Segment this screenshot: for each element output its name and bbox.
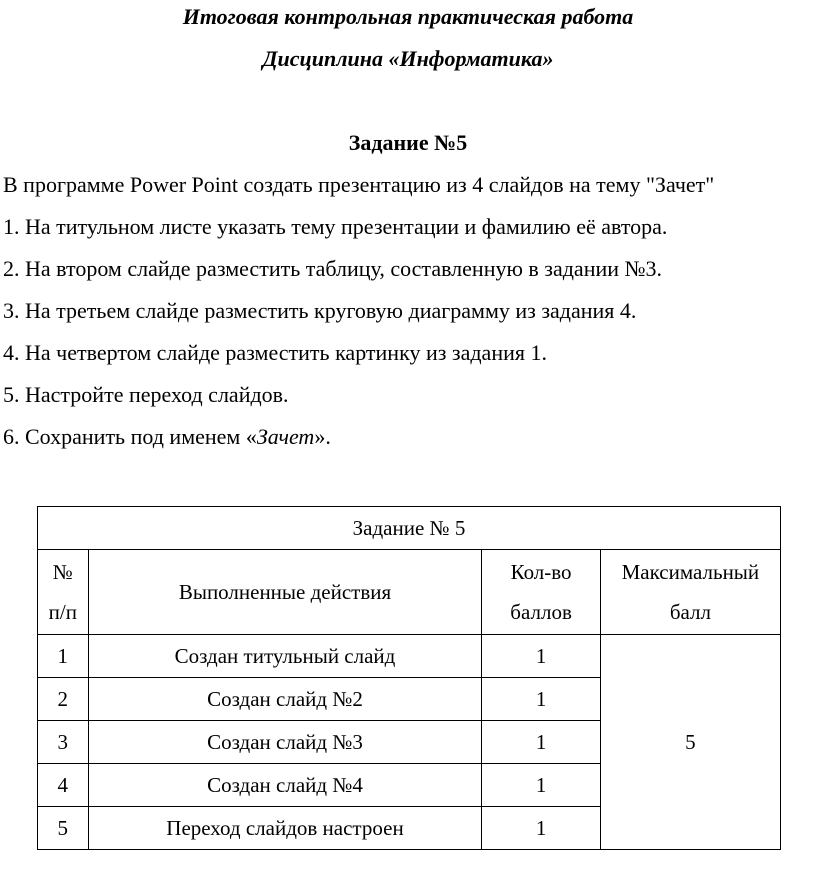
- row-points: 1: [482, 678, 600, 721]
- save-step-suffix: ».: [314, 424, 331, 449]
- header-actions: Выполненные действия: [88, 550, 482, 635]
- save-file-name: Зачет: [256, 424, 315, 449]
- row-number: 5: [38, 807, 89, 850]
- row-points: 1: [482, 635, 600, 678]
- task-step-save: [3, 424, 331, 450]
- header-max-score: [600, 550, 780, 635]
- row-action: Создан слайд №3: [88, 721, 482, 764]
- table-caption-row: [38, 507, 781, 550]
- table-row: [38, 635, 781, 678]
- save-step-prefix: 6. Сохранить под именем «: [3, 424, 257, 449]
- table-caption: Задание № 5: [38, 507, 781, 550]
- row-points: 1: [482, 721, 600, 764]
- task-step: 5. Настройте переход слайдов.: [3, 382, 289, 407]
- task-step: 4. На четвертом слайде разместить картинку из задания 1.: [3, 340, 547, 365]
- header-max-line1: Максимальный: [621, 560, 760, 584]
- header-points: [482, 550, 600, 635]
- header-points-line1: Кол-во: [510, 560, 572, 584]
- row-points: 1: [482, 807, 600, 850]
- row-action: Переход слайдов настроен: [88, 807, 482, 850]
- row-number: 3: [38, 721, 89, 764]
- table-header-row: [38, 550, 781, 635]
- document-heading: Итоговая контрольная практическая работа: [182, 4, 634, 29]
- max-score-cell: 5: [600, 635, 780, 850]
- header-points-line2: баллов: [510, 600, 572, 624]
- discipline-heading: Дисциплина «Информатика»: [262, 46, 554, 71]
- row-action: Создан титульный слайд: [88, 635, 482, 678]
- task-intro: В программе Power Point создать презентацию из 4 слайдов на тему "Зачет": [3, 172, 715, 197]
- row-action: Создан слайд №2: [88, 678, 482, 721]
- grading-table: [37, 506, 781, 850]
- row-number: 1: [38, 635, 89, 678]
- task-step: 3. На третьем слайде разместить круговую диаграмму из задания 4.: [3, 298, 637, 323]
- header-number-line1: №: [52, 560, 73, 584]
- header-number-line2: п/п: [48, 600, 77, 624]
- task-step: 1. На титульном листе указать тему презентации и фамилию её автора.: [3, 214, 668, 239]
- task-step: 2. На втором слайде разместить таблицу, составленную в задании №3.: [3, 256, 663, 281]
- row-action: Создан слайд №4: [88, 764, 482, 807]
- row-number: 4: [38, 764, 89, 807]
- header-max-line2: балл: [669, 600, 711, 624]
- task-title: Задание №5: [348, 130, 468, 155]
- row-points: 1: [482, 764, 600, 807]
- header-number: [38, 550, 89, 635]
- row-number: 2: [38, 678, 89, 721]
